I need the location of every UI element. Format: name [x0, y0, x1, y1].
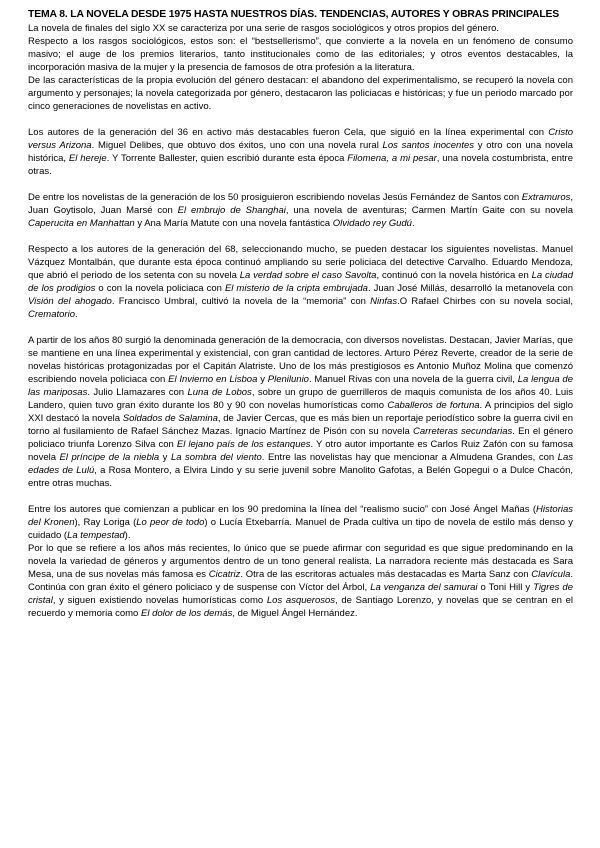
work-title: Los asquerosos [266, 594, 336, 606]
text-segment: . [411, 217, 415, 229]
paragraph-spacer [28, 230, 573, 243]
work-title: Cicatriz [208, 568, 241, 580]
text-segment: Respecto a los autores de la generación del 68, seleccionando mucho, se pueden destacar los siguientes novelistas. Manuel Vázquez Montalbán, que durante esta época continuó ampliando su serie policiaca del detective Carvalho. Eduardo Mendoza, que abrió el periodo de los setenta con su novela [28, 243, 573, 281]
work-title: Plenilunio [267, 373, 309, 385]
paragraph-p9 [28, 542, 573, 620]
paragraph-p8 [28, 503, 573, 542]
text-segment: . Continúa con gran éxito el género policiaco y de suspense con Víctor del Árbol, [28, 568, 573, 593]
paragraph-spacer [28, 178, 573, 191]
text-segment: , a Rosa Montero, a Elvira Lindo y su serie juvenil sobre Manolito Gafotas, a Belén Gopegui o a Dulce Chacón, entre otras muchas. [28, 464, 573, 489]
work-title: Las edades de Lulú [28, 451, 573, 476]
text-segment: o con la novela policiaca con [95, 282, 225, 294]
paragraph-p3 [28, 74, 573, 113]
work-title: La verdad sobre el caso Savolta [239, 269, 377, 281]
work-title: Carreteras secundarias [412, 425, 513, 437]
text-segment: . Miguel Delibes, que obtuvo dos éxitos, uno con una novela rural [91, 139, 383, 151]
text-segment: . Manuel Rivas con una novela de la guerra civil, [308, 373, 518, 385]
paragraph-spacer [28, 113, 573, 126]
work-title: La ciudad de los prodigios [28, 269, 573, 294]
text-segment: , de Javier Cercas, que es más bien un reportaje periodístico sobre la guerra civil en torno al fusilamiento de Rafael Sánchez Mazas. Ignacio Martínez de Pisón con su novela [28, 412, 573, 437]
text-segment: .O Rafael Chirbes con su novela social, [397, 295, 573, 307]
text-segment: y [257, 373, 268, 385]
work-title: Soldados de Salamina [122, 412, 218, 424]
work-title: El lejano país de los estanques [176, 438, 311, 450]
paragraph-spacer [28, 490, 573, 503]
text-segment: De entre los novelistas de la generación de los 50 prosiguieron escribiendo novelas Jesús Fernández de Santos con [28, 191, 522, 203]
work-title: Lo peor de todo [136, 516, 205, 528]
work-title: Extramuros [521, 191, 571, 203]
paragraph-p6 [28, 243, 573, 321]
work-title: Olvidado rey Gudú [332, 217, 412, 229]
work-title: El príncipe de la niebla [59, 451, 160, 463]
text-segment: . En el género policiaco triunfa Lorenzo Silva con [28, 425, 574, 450]
work-title: Los santos inocentes [382, 139, 474, 151]
text-segment: . A principios del siglo XXI destacó la novela [28, 399, 573, 424]
text-segment: . Julio Llamazares con [87, 386, 188, 398]
text-segment: , de Santiago Lorenzo, y novelas que se centran en el recuerdo y memoria como [28, 594, 573, 619]
text-segment: . [75, 308, 78, 320]
text-segment: o Toni Hill y [477, 581, 534, 593]
work-title: El misterio de la cripta embrujada [224, 282, 368, 294]
work-title: Tigres de cristal [28, 581, 573, 606]
document-body [28, 22, 573, 620]
paragraph-p2 [28, 35, 573, 74]
text-segment: Los autores de la generación del 36 en activo más destacables fueron Cela, que siguió en la línea experimental con [28, 126, 549, 138]
work-title: El dolor de los demás [140, 607, 233, 619]
work-title: El Invierno en Lisboa [168, 373, 258, 385]
work-title: Crematorio [28, 308, 75, 320]
text-segment: La novela de finales del siglo XX se caracteriza por una serie de rasgos sociológicos y otros propios del género. [28, 22, 500, 34]
work-title: Caperucita en Manhattan [28, 217, 135, 229]
text-segment: . Francisco Umbral, cultivó la novela de la “memoria” con [111, 295, 371, 307]
work-title: La lengua de las mariposas [28, 373, 573, 398]
text-segment: , Juan Goytisolo, Juan Marsé con [28, 191, 573, 216]
work-title: Filomena, a mi pesar [347, 152, 437, 164]
text-segment: . Juan José Millás, desarrolló la metanovela con [367, 282, 574, 294]
text-segment: , una novela de aventuras; Carmen Martín Gaite con su novela [285, 204, 573, 216]
work-title: El hereje [68, 152, 107, 164]
text-segment: y otro con una novela histórica, [28, 139, 573, 164]
text-segment: y Ana María Matute con una novela fantástica [134, 217, 333, 229]
work-title: Luna de Lobos [187, 386, 252, 398]
text-segment: , sobre un grupo de guerrilleros de maquis comunista de los años 40. Luis Landero, quien tuvo gran éxito durante los 80 y 90 con novelas humorísticas como [28, 386, 573, 411]
work-title: Cristo versus Arizona [28, 126, 573, 151]
text-segment: . Entre las novelistas hay que mencionar a Almudena Grandes, con [261, 451, 558, 463]
text-segment: A partir de los años 80 surgió la denominada generación de la democracia, con diversos novelistas. Destacan, Javier Marías, que se mantiene en una línea experimental y existencial, con gran cantidad de lectores. Arturo Pérez Reverte, creador de la serie de novelas históricas protagonizadas por el Capitán Alatriste. Uno de los más prestigiosos es Antonio Muñoz Molina que comenzó escribiendo novela policiaca con [28, 334, 573, 385]
work-title: Historias del Kronen [28, 503, 573, 528]
work-title: Clavícula [531, 568, 571, 580]
text-segment: Respecto a los rasgos sociológicos, estos son: el “bestsellerismo”, que convierte a la novela en un fenómeno de consumo masivo; el auge de los premios literarios, tanto institucionales como de las editoriales; y otros eventos destacables, la incorporación masiva de la mujer y la presencia de famosos de otra profesión a la literatura. [28, 35, 573, 73]
document-title: TEMA 8. LA NOVELA DESDE 1975 HASTA NUESTROS DÍAS. TENDENCIAS, AUTORES Y OBRAS PRINCIPALES [28, 9, 560, 20]
work-title: La sombra del viento [170, 451, 262, 463]
work-title: La venganza del samurai [370, 581, 478, 593]
text-segment: , y siguen existiendo novelas humorísticas como [52, 594, 267, 606]
text-segment: ) o Lucía Etxebarría. Manuel de Prada cultiva un tipo de novela de estilo más denso y cuidado ( [28, 516, 574, 541]
work-title: Ninfas [370, 295, 398, 307]
paragraph-p1 [28, 22, 573, 35]
work-title: La tempestad [67, 529, 125, 541]
text-segment: , continuó con la novela histórica en [376, 269, 532, 281]
text-segment: y [159, 451, 171, 463]
paragraph-p4 [28, 126, 573, 178]
paragraph-spacer [28, 321, 573, 334]
work-title: Visión del ahogado [28, 295, 112, 307]
text-segment: Por lo que se refiere a los años más recientes, lo único que se puede afirmar con seguridad es que sigue predominando en la novela la variedad de géneros y argumentos dentro de un tono general realista. La narradora reciente más destacada es Sara Mesa, una de sus novelas más famosa es [28, 542, 573, 580]
text-segment: ). [124, 529, 131, 541]
paragraph-p7 [28, 334, 573, 490]
text-segment: De las características de la propia evolución del género destacan: el abandono del experimentalismo, se recuperó la novela con argumento y personajes; la novela categorizada por género, destacaron las policiacas e históricas; y fue un periodo marcado por cinco generaciones de novelistas en activo. [28, 74, 573, 112]
text-segment: ), Ray Loriga ( [74, 516, 137, 528]
text-segment: , una novela costumbrista, entre otras. [28, 152, 574, 177]
text-segment: . Y otro autor importante es Carlos Ruiz Zafón con su famosa novela [28, 438, 573, 463]
text-segment: . Y Torrente Ballester, quien escribió durante esta época [106, 152, 348, 164]
paragraph-p5 [28, 191, 573, 230]
work-title: Caballeros de fortuna [387, 399, 480, 411]
work-title: El embrujo de Shanghai [177, 204, 286, 216]
text-segment: Entre los autores que comienzan a publicar en los 90 predomina la línea del “realismo sucio” con José Ángel Mañas ( [28, 503, 537, 515]
text-segment: , de Miguel Ángel Hernández. [232, 607, 358, 619]
text-segment: . Otra de las escritoras actuales más destacadas es Marta Sanz con [240, 568, 532, 580]
